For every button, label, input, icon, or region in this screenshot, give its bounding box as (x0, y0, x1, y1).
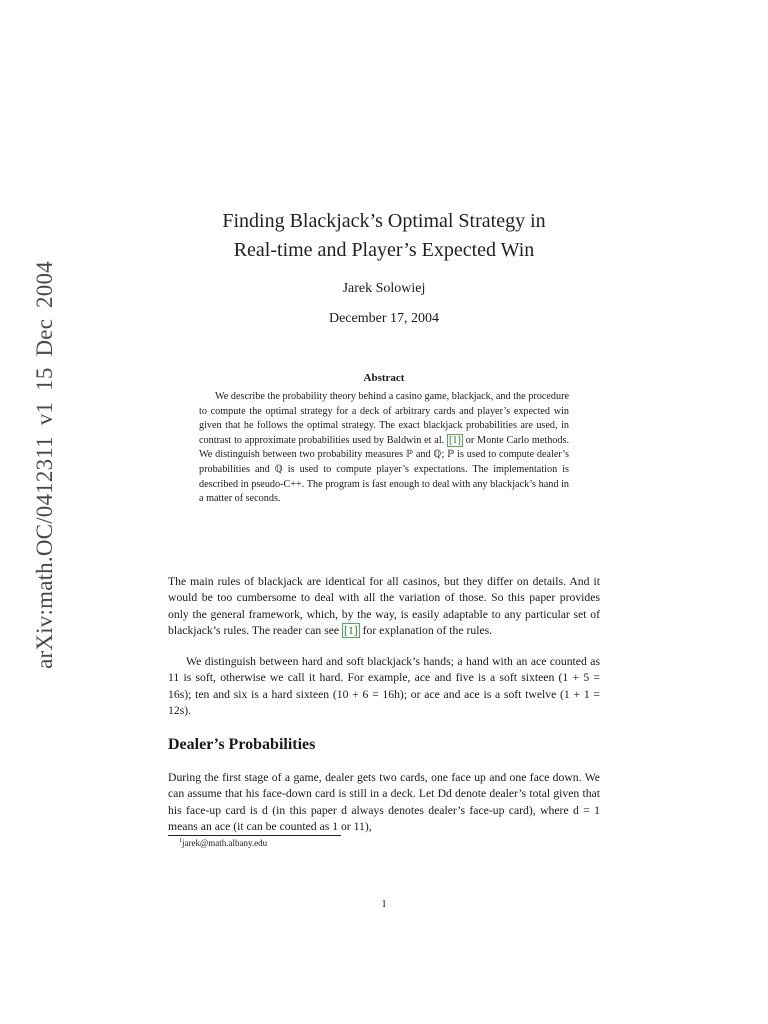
footnote (179, 838, 267, 848)
page-number: 1 (381, 898, 387, 910)
abstract-text-part-1: We describe the probability theory behind a casino game, blackjack, and the procedure to compute the optimal strategy for a deck of arbitrary cards and player’s expected win given that he follows the optimal strategy. The exact blackjack probabilities are used, in contrast to approximate probabilities used by Baldwin et al. (199, 391, 569, 446)
footnote-rule (168, 835, 341, 836)
body-paragraph-1 (168, 574, 600, 640)
arxiv-identifier-stamp (23, 240, 67, 690)
arxiv-identifier-text: arXiv:math.OC/0412311 v1 15 Dec 2004 (32, 261, 57, 669)
paragraph-1-part-2: for explanation of the rules. (359, 624, 493, 638)
abstract-text (199, 390, 569, 507)
section-heading: Dealer’s Probabilities (168, 736, 316, 753)
title-line-2: Real-time and Player’s Expected Win (233, 239, 535, 261)
paragraph-1-part-1: The main rules of blackjack are identical for all casinos, but they differ on details. And it would be too cumbersome to deal with all the variation of those. So this paper provides only the general framework, which, by the way, is easily adaptable to any particular set of blackjack’s rules. The reader can see (168, 575, 600, 638)
body-paragraph-2: We distinguish between hard and soft blackjack’s hands; a hand with an ace counted as 11 is soft, otherwise we call it hard. For example, ace and five is a soft sixteen (1 + 5 = 16s); ten and six is a hard sixteen (10 + 6 = 16h); or ace and ace is a soft twelve (1 + 1 = 12s). (168, 655, 600, 718)
abstract-text-part-2: or Monte Carlo methods. We distinguish between two probability measures ℙ and ℚ; ℙ is used to compute dealer’s probabilities and ℚ is used to compute player’s expectations. The implementation is described in pseudo-C++. The program is fast enough to deal with any blackjack’s hand in a matter of seconds. (199, 434, 569, 505)
title-line-1: Finding Blackjack’s Optimal Strategy in (222, 210, 546, 232)
citation-link[interactable]: [1] (449, 434, 461, 446)
paper-date: December 17, 2004 (328, 311, 440, 326)
footnote-marker: 1 (179, 838, 182, 844)
author-name: Jarek Solowiej (342, 281, 426, 296)
body-paragraph-3: During the first stage of a game, dealer gets two cards, one face up and one face down. We can assume that his face-down card is still in a deck. Let Dd denote dealer’s total given that his face-up card is d (in this paper d always denotes dealer’s face-up card), where d = 1 means an ace (it can be counted as 1 or 11), (168, 771, 600, 834)
paper-title (168, 207, 600, 265)
citation-link[interactable]: [1] (344, 624, 358, 638)
footnote-email: jarek@math.albany.edu (182, 838, 268, 848)
abstract-heading: Abstract (363, 372, 405, 384)
